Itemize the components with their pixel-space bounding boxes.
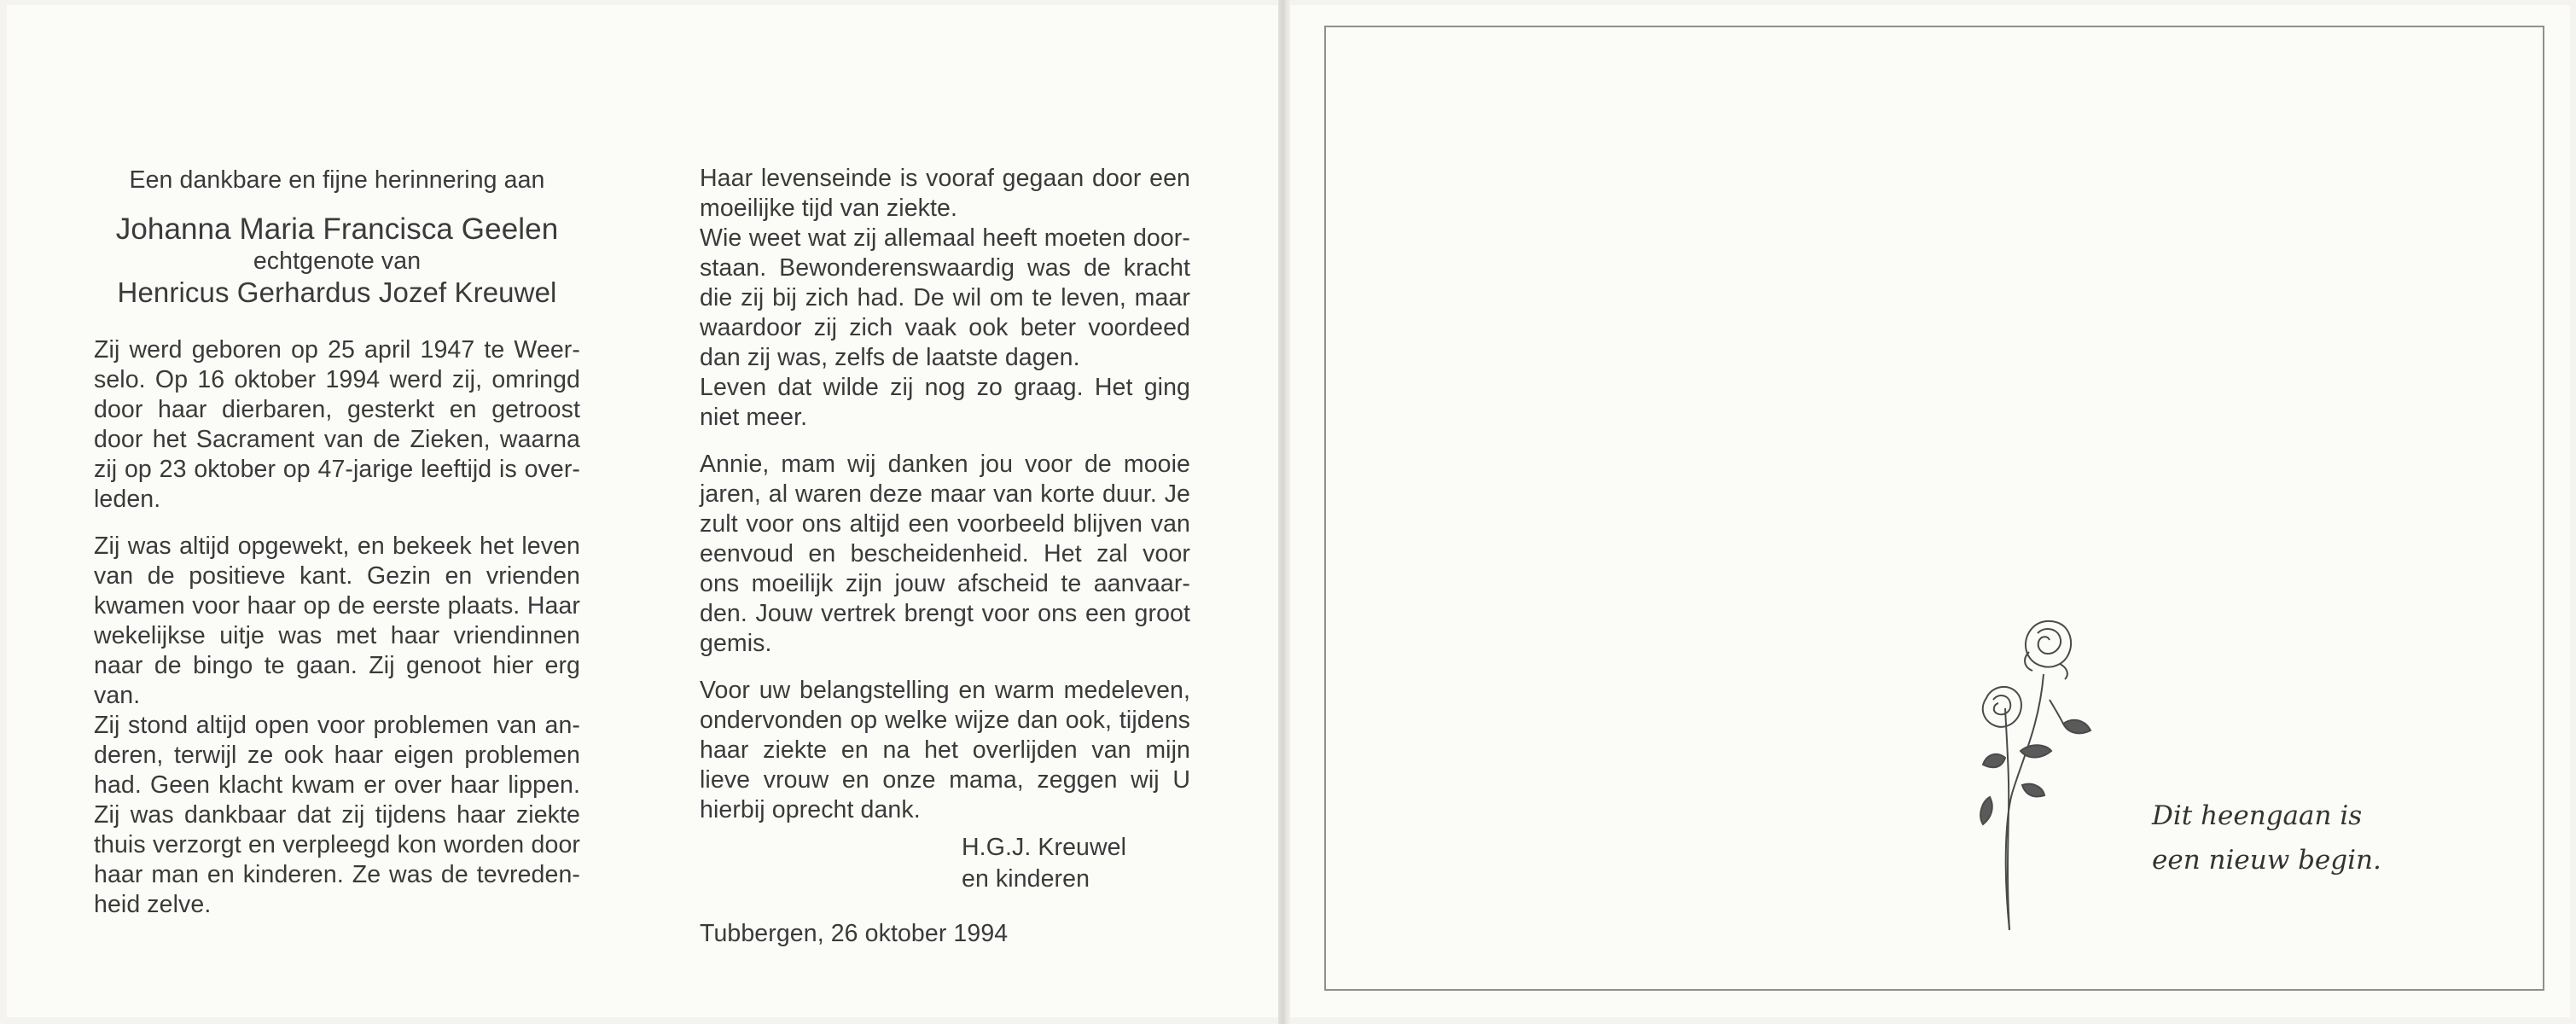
verse-line-1: Dit heengaan is	[2152, 800, 2363, 831]
character-paragraph: Zij was altijd opgewekt, en bekeek het leven van de positieve kant. Gezin en vrienden kwamen voor haar op de eerste plaats. Haar wekelijkse uitje was met haar vriendinnen naar de bingo te gaan. Zij genoot hier erg van. Zij stond altijd open voor problemen van an-deren, terwijl ze ook haar eigen problemen had. Geen klacht kwam er over haar lippen. Zij was dankbaar dat zij tijdens haar ziekte thuis verzorgt en verpleegd kon worden door haar man en kinderen. Ze was de tevreden-heid zelve.	[94, 532, 580, 918]
illness-paragraph: Haar levenseinde is vooraf gegaan door een moeilijke tijd van ziekte. Wie weet wat zij allemaal heeft moeten door-staan. Bewonderenswaardig was de kracht die zij bij zich had. De wil om te leven, maar waardoor zij zich vaak ook beter voordeed dan zij was, zelfs de laatste dagen. Leven dat wilde zij nog zo graag. Het ging niet meer.	[700, 165, 1190, 431]
intro-line: Een dankbare en fijne herinnering aan	[129, 166, 545, 194]
biography-paragraph: Zij werd geboren op 25 april 1947 te Weer-selo. Op 16 oktober 1994 werd zij, omringd door haar dierbaren, gesterkt en getroost door het Sacrament van de Zieken, waarna zij op 23 oktober op 47-jarige leeftijd is over-leden.	[94, 336, 580, 513]
memorial-text-right	[700, 164, 1190, 966]
signature	[962, 832, 1190, 895]
deceased-name: Johanna Maria Francisca Geelen	[115, 212, 559, 246]
closing-verse	[2152, 794, 2391, 882]
farewell-paragraph: Annie, mam wij danken jou voor de mooie jaren, al waren deze maar van korte duur. Je zult voor ons altijd een voorbeeld blijven van eenvoud en bescheidenheid. Het zal voor ons moeilijk zijn jouw afscheid te aanvaar-den. Jouw vertrek brengt voor ons een groot gemis.	[700, 451, 1190, 657]
rose-icon	[1971, 614, 2099, 930]
verse-line-2: een nieuw begin.	[2152, 845, 2381, 876]
signature-name: H.G.J. Kreuwel	[962, 834, 1127, 861]
relation-line: echtgenote van	[253, 247, 422, 275]
place-date: Tubbergen, 26 oktober 1994	[700, 920, 1009, 947]
memorial-text-left	[94, 166, 580, 937]
card-fold	[1278, 0, 1290, 1024]
thanks-paragraph: Voor uw belangstelling en warm medeleven, ondervonden op welke wijze dan ook, tijdens haar ziekte en na het overlijden van mijn lieve vrouw en onze mama, zeggen wij U hierbij oprecht dank.	[700, 677, 1190, 823]
spouse-name: Henricus Gerhardus Jozef Kreuwel	[117, 276, 557, 308]
signature-family: en kinderen	[962, 865, 1090, 893]
